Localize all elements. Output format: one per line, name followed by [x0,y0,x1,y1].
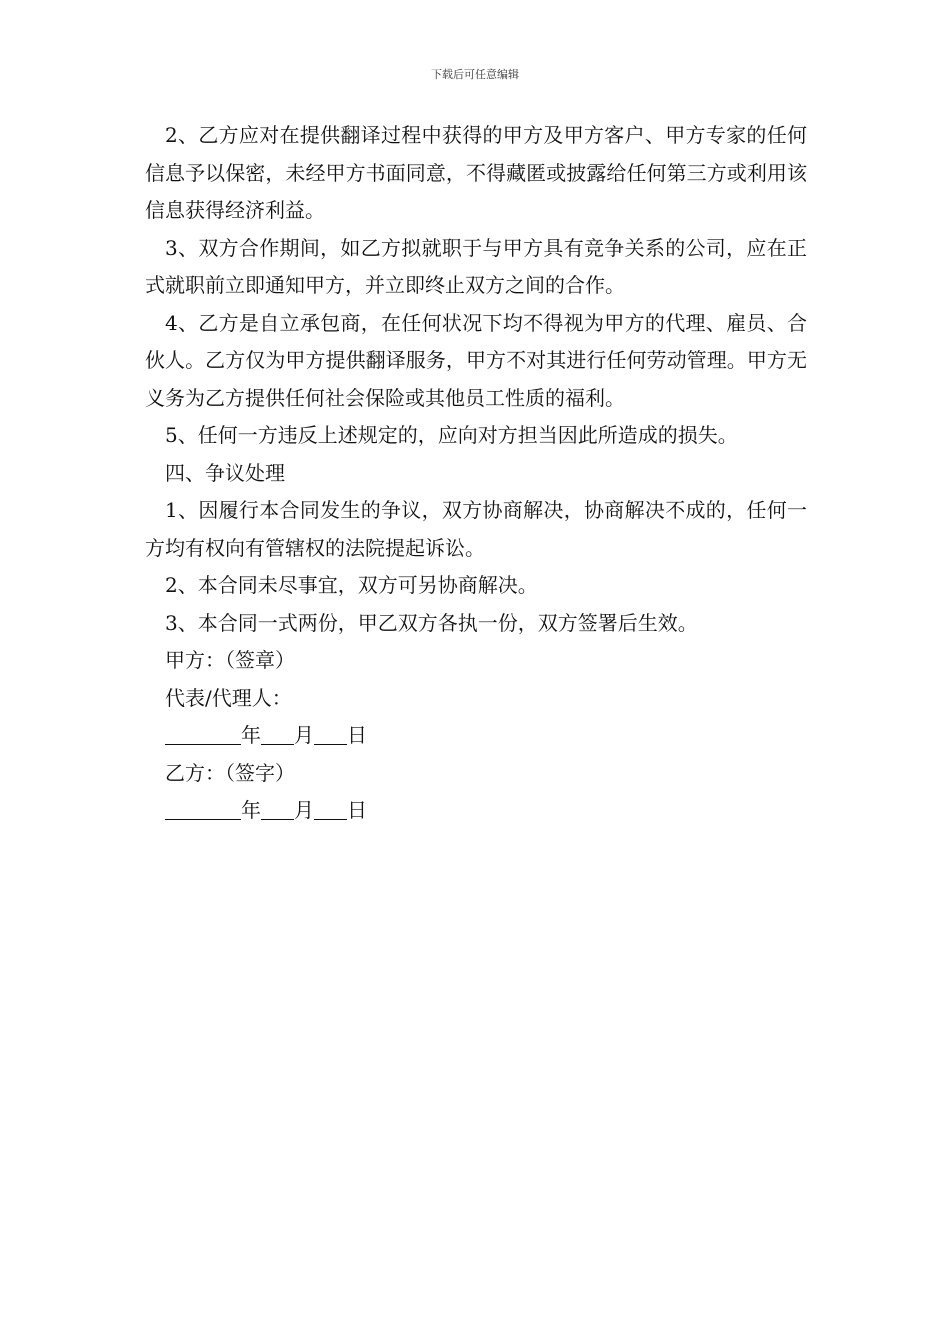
clause-4-contractor: 4、乙方是自立承包商，在任何状况下均不得视为甲方的代理、雇员、合伙人。乙方仅为甲方提供翻译服务，甲方不对其进行任何劳动管理。甲方无义务为乙方提供任何社会保险或其他员工性质的福利。 [145,310,807,410]
month-blank [261,724,294,745]
clause-5-liability: 5、任何一方违反上述规定的，应向对方担当因此所造成的损失。 [165,423,738,447]
year-blank [165,799,241,820]
dispute-clause-1: 1、因履行本合同发生的争议，双方协商解决，协商解决不成的，任何一方均有权向有管辖权的法院提起诉讼。 [145,498,807,560]
month-blank [261,799,294,820]
year-label: 年 [241,723,261,747]
day-blank [314,724,347,745]
clause-2-confidentiality: 2、乙方应对在提供翻译过程中获得的甲方及甲方客户、甲方专家的任何信息予以保密，未经甲方书面同意，不得藏匿或披露给任何第三方或利用该信息获得经济利益。 [145,123,807,222]
year-blank [165,724,241,745]
month-label: 月 [294,798,314,822]
section-heading-dispute: 四、争议处理 [165,460,285,485]
page-header: 下载后可任意编辑 [431,68,519,81]
clause-3-competition: 3、双方合作期间，如乙方拟就职于与甲方具有竞争关系的公司，应在正式就职前立即通知甲方，并立即终止双方之间的合作。 [145,235,807,297]
party-a-signature-label: 甲方：（签章） [165,648,295,672]
party-a-date-line [145,717,807,755]
representative-label: 代表/代理人： [165,685,292,710]
party-b-date-line [145,792,807,830]
dispute-clause-2: 2、本合同未尽事宜，双方可另协商解决。 [165,573,538,597]
day-label: 日 [347,723,367,747]
month-label: 月 [294,723,314,747]
day-blank [314,799,347,820]
day-label: 日 [347,798,367,822]
party-b-signature-label: 乙方：（签字） [165,760,295,785]
dispute-clause-3: 3、本合同一式两份，甲乙双方各执一份，双方签署后生效。 [165,610,698,635]
year-label: 年 [241,798,261,822]
document-body [145,117,807,830]
